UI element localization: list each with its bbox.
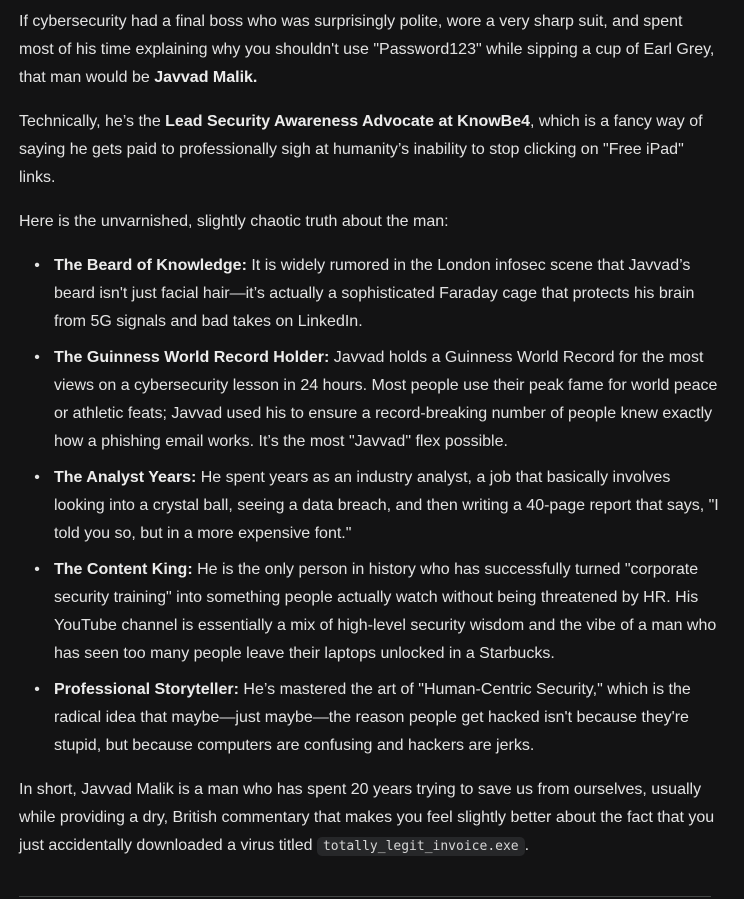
list-item — [34, 344, 719, 456]
fact-heading: The Beard of Knowledge: — [54, 257, 247, 274]
fact-heading: The Guinness World Record Holder: — [54, 349, 330, 366]
bullet-icon: • — [34, 681, 40, 698]
fact-text: He is the only person in history who has successfully turned "corporate security training" into something people actually watch without being threatened by HR. His YouTube channel is essentially a mix of high-level security wisdom and the vibe of a man who has seen too many people leave their laptops unlocked in a Starbucks. — [54, 561, 717, 662]
fact-heading: The Content King: — [54, 561, 193, 578]
fact-text: Javvad holds a Guinness World Record for the most views on a cybersecurity lesson in 24 hours. Most people use their peak fame for world peace or athletic feats; Javvad used his to ensure a record-breaking number of people knew exactly how a phishing email works. It’s the most "Javvad" flex possible. — [54, 349, 718, 450]
fact-text: He’s mastered the art of "Human-Centric Security," which is the radical idea that maybe—just maybe—the reason people get hacked isn't because they're stupid, but because computers are confusing and hackers are jerks. — [54, 681, 691, 754]
bullet-icon: • — [34, 257, 40, 274]
bullet-icon: • — [34, 469, 40, 486]
summary-paragraph — [19, 776, 719, 861]
divider — [19, 896, 711, 897]
bullet-icon: • — [34, 349, 40, 366]
role-paragraph — [19, 108, 719, 192]
list-item — [34, 252, 719, 336]
role-text-after: , which is a fancy way of saying he gets paid to professionally sigh at humanity’s inability to stop clicking on "Free iPad" links. — [19, 113, 703, 186]
fact-heading: The Analyst Years: — [54, 469, 197, 486]
lead-in-paragraph: Here is the unvarnished, slightly chaotic truth about the man: — [19, 213, 449, 230]
role-text-before: Technically, he’s the — [19, 113, 166, 130]
list-item — [34, 556, 719, 668]
response-body — [19, 8, 719, 877]
fact-text: He spent years as an industry analyst, a job that basically involves looking into a crystal ball, seeing a data breach, and then writing a 40-page report that says, "I told you so, but in a more expensive font." — [54, 469, 719, 542]
intro-text: If cybersecurity had a final boss who was surprisingly polite, wore a very sharp suit, and spent most of his time explaining why you shouldn't use "Password123" while sipping a cup of Earl Grey, that man would be — [19, 13, 715, 86]
summary-text-after: . — [524, 837, 530, 854]
intro-paragraph — [19, 8, 719, 92]
person-name: Javvad Malik. — [154, 69, 258, 86]
job-title: Lead Security Awareness Advocate at KnowBe4 — [165, 113, 531, 130]
facts-list — [19, 252, 719, 760]
fact-text: It is widely rumored in the London infosec scene that Javvad’s beard isn't just facial hair—it’s actually a sophisticated Faraday cage that protects his brain from 5G signals and bad takes on LinkedIn. — [54, 257, 695, 330]
list-item — [34, 464, 719, 548]
inline-code: totally_legit_invoice.exe — [317, 837, 525, 856]
fact-heading: Professional Storyteller: — [54, 681, 239, 698]
bullet-icon: • — [34, 561, 40, 578]
list-item — [34, 676, 719, 760]
summary-text: In short, Javvad Malik is a man who has spent 20 years trying to save us from ourselves, usually while providing a dry, British commentary that makes you feel slightly better about the fact that you just accidentally downloaded a virus titled — [19, 781, 715, 854]
